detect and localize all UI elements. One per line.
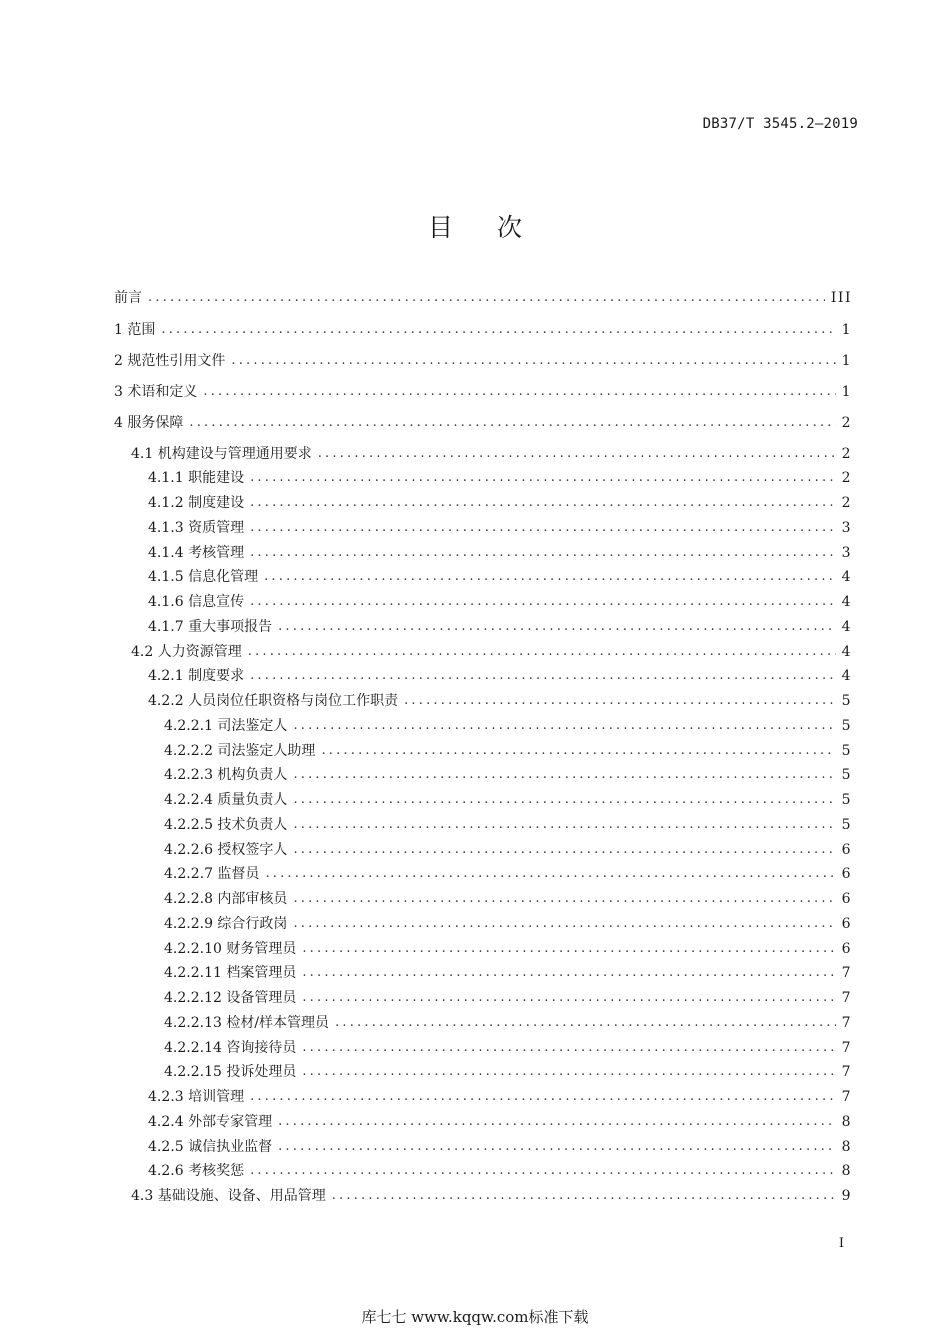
- toc-leader-dots: [148, 288, 825, 308]
- toc-entry-page: 8: [841, 1113, 852, 1130]
- toc-entry-label: 4.1.7 重大事项报告: [148, 618, 273, 635]
- toc-entry[interactable]: [148, 617, 852, 637]
- toc-entry-page: 7: [841, 965, 852, 982]
- toc-entry-label: 2 规范性引用文件: [114, 353, 226, 369]
- toc-entry-page: 6: [841, 940, 852, 957]
- toc-leader-dots: [250, 666, 836, 686]
- toc-leader-dots: [293, 889, 835, 909]
- toc-entry[interactable]: [114, 288, 852, 308]
- toc-entry-page: 5: [841, 816, 852, 833]
- toc-leader-dots: [189, 413, 835, 433]
- toc-entry-label: 4.1 机构建设与管理通用要求: [131, 445, 312, 462]
- toc-entry-label: 4.2.2.6 授权签字人: [164, 841, 288, 858]
- toc-entry-page: 7: [841, 1064, 852, 1081]
- toc-entry[interactable]: [164, 716, 852, 736]
- toc-entry-page: 8: [841, 1138, 852, 1155]
- toc-leader-dots: [250, 592, 836, 612]
- toc-entry[interactable]: [164, 840, 852, 860]
- toc-entry-label: 4.2.3 培训管理: [148, 1089, 245, 1105]
- toc-entry-page: 3: [841, 544, 852, 561]
- toc-entry-page: 4: [841, 594, 852, 610]
- toc-entry-page: 6: [841, 841, 852, 858]
- toc-entry[interactable]: [148, 567, 852, 587]
- toc-entry-page: 6: [841, 915, 852, 932]
- toc-entry-page: 6: [841, 891, 852, 907]
- toc-leader-dots: [250, 1161, 836, 1181]
- page-title: 目次: [427, 213, 566, 242]
- toc-entry-page: 6: [841, 866, 852, 883]
- toc-leader-dots: [161, 320, 835, 340]
- toc-entry[interactable]: [148, 691, 852, 711]
- toc-entry-label: 4.2 人力资源管理: [131, 643, 242, 660]
- toc-entry-label: 4.1.4 考核管理: [148, 544, 245, 561]
- toc-leader-dots: [293, 790, 835, 810]
- toc-entry-label: 4.1.2 制度建设: [148, 495, 245, 511]
- toc-entry-label: 3 术语和定义: [114, 384, 198, 400]
- toc-entry-label: 4.2.2.13 检材/样本管理员: [164, 1014, 330, 1031]
- toc-leader-dots: [250, 1087, 836, 1107]
- toc-leader-dots: [293, 840, 835, 860]
- toc-entry[interactable]: [164, 815, 852, 835]
- toc-entry[interactable]: [164, 790, 852, 810]
- toc-entry-page: 4: [841, 618, 852, 635]
- toc-entry[interactable]: [164, 864, 852, 884]
- toc-entry-label: 4.2.2.14 咨询接待员: [164, 1039, 297, 1056]
- toc-entry-label: 4.1.1 职能建设: [148, 470, 245, 487]
- toc-entry-label: 4.2.2.9 综合行政岗: [164, 915, 288, 932]
- toc-leader-dots: [248, 642, 836, 662]
- toc-entry-page: 2: [841, 470, 852, 487]
- toc-leader-dots: [278, 617, 836, 637]
- toc-leader-dots: [293, 914, 835, 934]
- toc-entry[interactable]: [164, 741, 852, 761]
- toc-entry-label: 4.2.6 考核奖惩: [148, 1163, 245, 1180]
- toc-entry[interactable]: [148, 518, 852, 538]
- toc-entry-label: 4.2.2 人员岗位任职资格与岗位工作职责: [148, 693, 399, 709]
- toc-entry-page: 9: [841, 1188, 852, 1204]
- toc-leader-dots: [293, 765, 835, 785]
- toc-entry-page: 4: [841, 569, 852, 586]
- toc-leader-dots: [293, 815, 835, 835]
- toc-entry-page: 7: [841, 990, 852, 1006]
- toc-leader-dots: [318, 444, 836, 464]
- toc-entry[interactable]: [114, 351, 852, 371]
- toc-entry-page: 2: [841, 495, 852, 511]
- toc-entry[interactable]: [114, 413, 852, 433]
- toc-entry[interactable]: [148, 468, 852, 488]
- toc-entry[interactable]: [148, 1112, 852, 1132]
- toc-entry[interactable]: [164, 988, 852, 1008]
- toc-entry-page: 2: [841, 415, 852, 431]
- toc-leader-dots: [404, 691, 836, 711]
- toc-entry[interactable]: [164, 914, 852, 934]
- toc-entry-label: 4.2.2.15 投诉处理员: [164, 1064, 297, 1081]
- toc-entry-page: 5: [841, 693, 852, 709]
- toc-entry-page: III: [830, 290, 852, 306]
- toc-entry-label: 4 服务保障: [114, 415, 184, 431]
- toc-entry[interactable]: [131, 642, 852, 662]
- toc-entry-label: 4.2.2.11 档案管理员: [164, 965, 297, 982]
- toc-entry-label: 4.3 基础设施、设备、用品管理: [131, 1188, 326, 1204]
- toc-entry-page: 7: [841, 1089, 852, 1105]
- toc-entry-label: 4.2.2.12 设备管理员: [164, 990, 297, 1006]
- page-number: I: [838, 1236, 844, 1251]
- toc-entry[interactable]: [164, 1038, 852, 1058]
- toc-entry-label: 4.2.2.7 监督员: [164, 866, 260, 883]
- toc-leader-dots: [250, 543, 836, 563]
- toc-entry-page: 8: [841, 1163, 852, 1180]
- toc-leader-dots: [278, 1112, 836, 1132]
- toc-entry[interactable]: [148, 1087, 852, 1107]
- toc-entry-page: 4: [841, 643, 852, 660]
- toc-entry-label: 4.2.5 诚信执业监督: [148, 1138, 273, 1155]
- toc-leader-dots: [250, 493, 836, 513]
- toc-entry-label: 1 范围: [114, 322, 156, 338]
- toc-entry[interactable]: [131, 1186, 852, 1206]
- toc-entry-page: 1: [841, 353, 852, 369]
- toc-entry-page: 5: [841, 742, 852, 759]
- toc-entry-page: 3: [841, 519, 852, 536]
- toc-leader-dots: [293, 716, 835, 736]
- toc-entry-label: 4.2.2.3 机构负责人: [164, 767, 288, 784]
- toc-entry[interactable]: [164, 1062, 852, 1082]
- toc-entry-label: 4.2.2.8 内部审核员: [164, 891, 288, 907]
- toc-leader-dots: [335, 1013, 836, 1033]
- toc-leader-dots: [302, 988, 835, 1008]
- toc-entry[interactable]: [131, 444, 852, 464]
- toc-entry-page: 1: [841, 322, 852, 338]
- toc-entry-page: 7: [841, 1039, 852, 1056]
- toc-entry-label: 4.2.2.1 司法鉴定人: [164, 717, 288, 734]
- toc-entry-page: 4: [841, 668, 852, 685]
- toc-entry[interactable]: [114, 320, 852, 340]
- toc-leader-dots: [278, 1137, 836, 1157]
- toc-leader-dots: [302, 939, 835, 959]
- toc-entry[interactable]: [148, 493, 852, 513]
- toc-entry[interactable]: [164, 889, 852, 909]
- toc-entry[interactable]: [148, 1137, 852, 1157]
- toc-leader-dots: [265, 864, 835, 884]
- toc-entry-label: 4.1.5 信息化管理: [148, 569, 259, 586]
- toc-entry[interactable]: [148, 666, 852, 686]
- toc-entry-label: 4.2.2.2 司法鉴定人助理: [164, 742, 316, 759]
- toc-entry[interactable]: [148, 1161, 852, 1181]
- footer-watermark: 库七七 www.kqqw.com标准下载: [361, 1308, 589, 1326]
- toc-entry-page: 5: [841, 717, 852, 734]
- toc-entry[interactable]: [114, 382, 852, 402]
- toc-entry-label: 4.2.2.4 质量负责人: [164, 792, 288, 808]
- toc-leader-dots: [332, 1186, 836, 1206]
- toc-entry-page: 5: [841, 792, 852, 808]
- toc-entry[interactable]: [164, 1013, 852, 1033]
- toc-leader-dots: [250, 518, 836, 538]
- toc-leader-dots: [203, 382, 835, 402]
- toc-entry-label: 4.1.6 信息宣传: [148, 594, 245, 610]
- toc-entry[interactable]: [148, 543, 852, 563]
- toc-entry[interactable]: [164, 939, 852, 959]
- toc-entry-page: 7: [841, 1014, 852, 1031]
- toc-leader-dots: [302, 1062, 835, 1082]
- toc-entry-page: 2: [841, 445, 852, 462]
- toc-entry-label: 4.2.2.5 技术负责人: [164, 816, 288, 833]
- toc-entry-page: 1: [841, 384, 852, 400]
- toc-entry[interactable]: [148, 592, 852, 612]
- toc-entry-label: 前言: [114, 290, 142, 306]
- toc-entry-label: 4.2.2.10 财务管理员: [164, 940, 297, 957]
- toc-leader-dots: [321, 741, 835, 761]
- toc-entry-label: 4.2.1 制度要求: [148, 668, 245, 685]
- toc-entry-label: 4.2.4 外部专家管理: [148, 1113, 273, 1130]
- document-code: DB37/T 3545.2—2019: [702, 116, 858, 132]
- toc-leader-dots: [302, 1038, 835, 1058]
- toc-leader-dots: [250, 468, 836, 488]
- toc-leader-dots: [264, 567, 836, 587]
- toc-entry-label: 4.1.3 资质管理: [148, 519, 245, 536]
- toc-entry[interactable]: [164, 963, 852, 983]
- toc-entry-page: 5: [841, 767, 852, 784]
- toc-entry[interactable]: [164, 765, 852, 785]
- toc-leader-dots: [231, 351, 835, 371]
- toc-leader-dots: [302, 963, 835, 983]
